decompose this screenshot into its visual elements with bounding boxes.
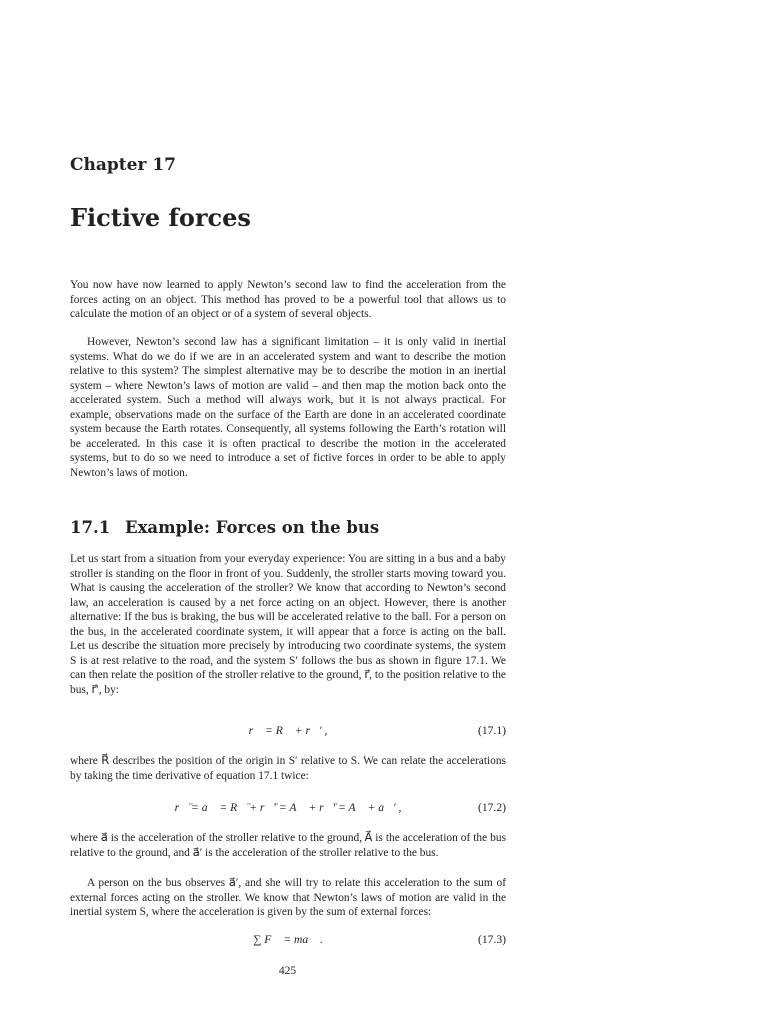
section-number: 17.1 xyxy=(70,518,111,537)
section-paragraph-1: Let us start from a situation from your everyday experience: You are sitting in a bus and a baby stroller is standing on the floor in front of you. Suddenly, the stroller starts moving toward you. What is causing the acceleration of the stroller? We know that according to Newton’s second law, an acceleration is caused by a net force acting on an object. However, there is another alternative: If the bus is braking, the bus will be accelerated relative to the ball. For a person on the bus, in the accelerated coordinate system, it will appear that a force is acting on the ball. Let us describe the situation more precisely by introducing two coordinate systems, the system S is at rest relative to the road, and the system S′ follows the bus as shown in figure 17.1. We can then relate the position of the stroller relative to the ground, r⃗, to the position relative to the bus, r⃗′, by: xyxy=(70,553,506,696)
section-paragraph-3: where a⃗ is the acceleration of the stroller relative to the ground, A⃗ is the acceleration of the bus relative to the ground, and a⃗′ is the acceleration of the stroller relative to the bus. xyxy=(70,832,506,859)
section-title: Example: Forces on the bus xyxy=(125,518,380,537)
section-heading xyxy=(70,518,379,537)
equation-number: (17.2) xyxy=(477,801,506,814)
equation-17-2 xyxy=(70,801,506,821)
equation-17-1 xyxy=(70,724,506,744)
equation-body: r⃗ = R⃗ + r⃗′ , xyxy=(248,724,328,737)
equation-number: (17.3) xyxy=(477,933,506,946)
section-paragraph-4: A person on the bus observes a⃗′, and she will try to relate this acceleration to the sum of external forces acting on the stroller. We know that Newton’s laws of motion are valid in the inertial system S, where the acceleration is given by the sum of external forces: xyxy=(70,877,506,918)
intro-paragraph-1: You now have now learned to apply Newton’s second law to find the acceleration from the forces acting on an object. This method has proved to be a powerful tool that allows us to calculate the motion of an object or of a system of several objects. xyxy=(70,279,506,320)
chapter-title: Fictive forces xyxy=(70,203,251,232)
equation-body: r⃗̈ = a⃗ = R⃗̈ + r⃗̈′ = A⃗ + r⃗̈′ = A⃗ + a⃗′ , xyxy=(174,801,402,814)
section-paragraph-2: where R⃗ describes the position of the origin in S′ relative to S. We can relate the accelerations by taking the time derivative of equation 17.1 twice: xyxy=(70,755,506,782)
intro-paragraph-2: However, Newton’s second law has a significant limitation – it is only valid in inertial systems. What do we do if we are in an accelerated system and want to describe the motion relative to this system? The simplest alternative may be to describe the motion in an inertial system – where Newton’s laws of motion are valid – and then map the motion back onto the accelerated system. Such a method will always work, but it is not always practical. For example, observations made on the surface of the Earth are done in an accelerated coordinate system because the Earth rotates. Consequently, all systems following the Earth’s rotation will be accelerated. In this case it is often practical to describe the motion in the accelerated systems, but to do so we need to introduce a set of fictive forces in order to be able to apply Newton’s laws of motion. xyxy=(70,336,506,479)
chapter-label: Chapter 17 xyxy=(70,155,176,175)
equation-17-3 xyxy=(70,933,506,953)
equation-number: (17.1) xyxy=(477,724,506,737)
equation-body: ∑ F⃗ = ma⃗ . xyxy=(253,933,323,946)
page-number: 425 xyxy=(278,965,297,977)
